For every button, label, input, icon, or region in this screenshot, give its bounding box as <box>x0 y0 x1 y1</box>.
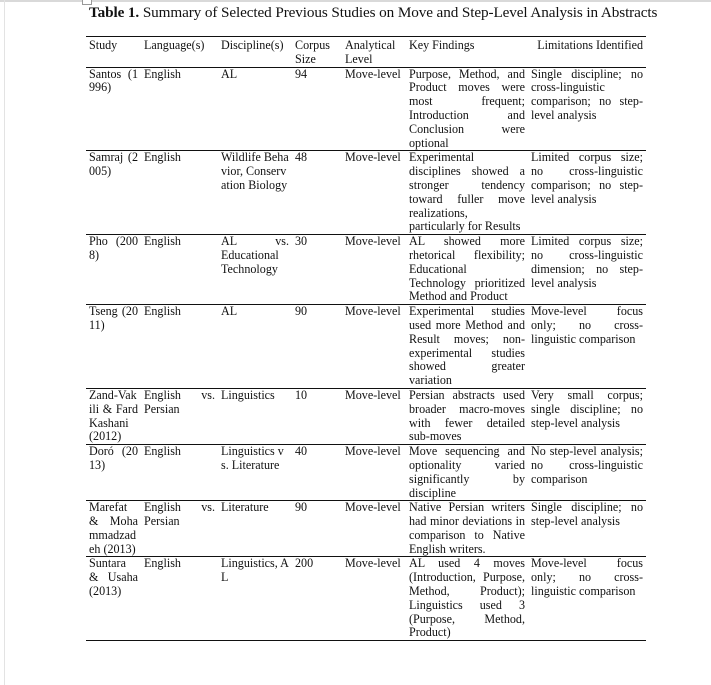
table-caption <box>89 4 657 22</box>
cell-level: Move-level <box>345 150 401 165</box>
page-top-edge <box>0 0 711 2</box>
cell-limitations: No step-level analysis; no cross-linguistic comparison <box>531 444 643 486</box>
cell-limitations: Very small corpus; single discipline; no step-level analysis <box>531 387 643 430</box>
cell-findings: Purpose, Method, and Product moves were most frequent; Introduction and Conclusion were optional <box>409 66 525 150</box>
header-key-findings: Key Findings <box>409 38 475 52</box>
cell-corpus-size: 48 <box>295 150 308 165</box>
cell-findings: AL used 4 moves (Introduction, Purpose, Method, Product); Linguistics used 3 (Purpose, Method, Product) <box>409 556 525 640</box>
table-caption-text: Summary of Selected Previous Studies on Move and Step-Level Analysis in Abstracts <box>139 4 658 21</box>
table-header-row <box>86 37 646 68</box>
cell-corpus-size: 30 <box>295 234 308 249</box>
cell-findings: AL showed more rhetorical flexibility; Educational Technology prioritized Method and Product <box>409 234 525 304</box>
table-row <box>86 305 646 389</box>
cell-discipline: Wildlife Behavior, Conservation Biology <box>221 150 289 192</box>
header-corpus-size: Corpus Size <box>295 38 330 66</box>
cell-study: Pho (2008) <box>89 234 138 262</box>
cell-findings: Move sequencing and optionality varied significantly by discipline <box>409 444 525 500</box>
studies-table <box>86 36 646 641</box>
cell-corpus-size: 90 <box>295 304 308 319</box>
cell-limitations: Move-level focus only; no cross-linguistic comparison <box>531 556 643 599</box>
cell-language: English <box>144 556 181 571</box>
cell-discipline: Literature <box>221 500 269 515</box>
cell-corpus-size: 40 <box>295 444 308 459</box>
table-row <box>86 557 646 641</box>
cell-level: Move-level <box>345 556 401 571</box>
cell-discipline: Linguistics <box>221 387 275 402</box>
cell-corpus-size: 10 <box>295 387 308 402</box>
cell-language: English vs. Persian <box>144 387 215 416</box>
cell-discipline: Linguistics, AL <box>221 556 289 585</box>
cell-study: Zand-Vakili & Fard Kashani (2012) <box>89 387 138 444</box>
header-analytical-level: Analytical Level <box>345 38 396 66</box>
cell-findings: Persian abstracts used broader macro-moves with fewer detailed sub-moves <box>409 387 525 444</box>
cell-limitations: Single discipline; no cross-linguistic comparison; no step-level analysis <box>531 66 643 122</box>
cell-corpus-size: 94 <box>295 66 308 81</box>
header-limitations: Limitations Identified <box>537 38 643 52</box>
table-row <box>86 445 646 501</box>
table-row <box>86 388 646 444</box>
cell-limitations: Single discipline; no step-level analysis <box>531 500 643 529</box>
table-row <box>86 151 646 235</box>
cell-level: Move-level <box>345 304 401 319</box>
header-study: Study <box>89 38 118 52</box>
table-row <box>86 235 646 305</box>
cell-language: English vs. Persian <box>144 500 215 529</box>
cell-level: Move-level <box>345 234 401 249</box>
cell-limitations: Move-level focus only; no cross-linguistic comparison <box>531 304 643 346</box>
cell-discipline: AL <box>221 304 238 319</box>
page-left-margin-line <box>4 0 5 685</box>
cell-findings: Experimental disciplines showed a stronger tendency toward fuller move realizations, particularly for Results <box>409 150 525 234</box>
cell-study: Marefat & Mohammadzadeh (2013) <box>89 500 138 556</box>
cell-study: Santos (1996) <box>89 66 138 95</box>
cell-level: Move-level <box>345 500 401 515</box>
cell-level: Move-level <box>345 66 401 81</box>
cell-corpus-size: 90 <box>295 500 308 515</box>
cell-findings: Experimental studies used more Method and Result moves; non-experimental studies showed greater variation <box>409 304 525 388</box>
cell-study: Suntara & Usaha (2013) <box>89 556 138 599</box>
cell-study: Doró (2013) <box>89 444 138 472</box>
cell-corpus-size: 200 <box>295 556 314 571</box>
cell-findings: Native Persian writers had minor deviations in comparison to Native English writers. <box>409 500 525 556</box>
cell-language: English <box>144 150 181 165</box>
cell-language: English <box>144 304 181 319</box>
cell-study: Samraj (2005) <box>89 150 138 179</box>
cell-discipline: AL vs. Educational Technology <box>221 234 289 276</box>
cell-discipline: AL <box>221 66 238 81</box>
cell-study: Tseng (2011) <box>89 304 138 332</box>
cell-limitations: Limited corpus size; no cross-linguistic comparison; no step-level analysis <box>531 150 643 206</box>
table-row <box>86 67 646 151</box>
cell-level: Move-level <box>345 387 401 402</box>
cell-discipline: Linguistics vs. Literature <box>221 444 284 472</box>
header-discipline: Discipline(s) <box>221 38 284 52</box>
cell-language: English <box>144 444 181 459</box>
cell-language: English <box>144 234 181 249</box>
table-caption-label: Table 1. <box>89 4 140 21</box>
cell-limitations: Limited corpus size; no cross-linguistic dimension; no step-level analysis <box>531 234 643 290</box>
cell-language: English <box>144 66 181 81</box>
header-language: Language(s) <box>144 38 205 52</box>
table-row <box>86 501 646 557</box>
cell-level: Move-level <box>345 444 401 459</box>
